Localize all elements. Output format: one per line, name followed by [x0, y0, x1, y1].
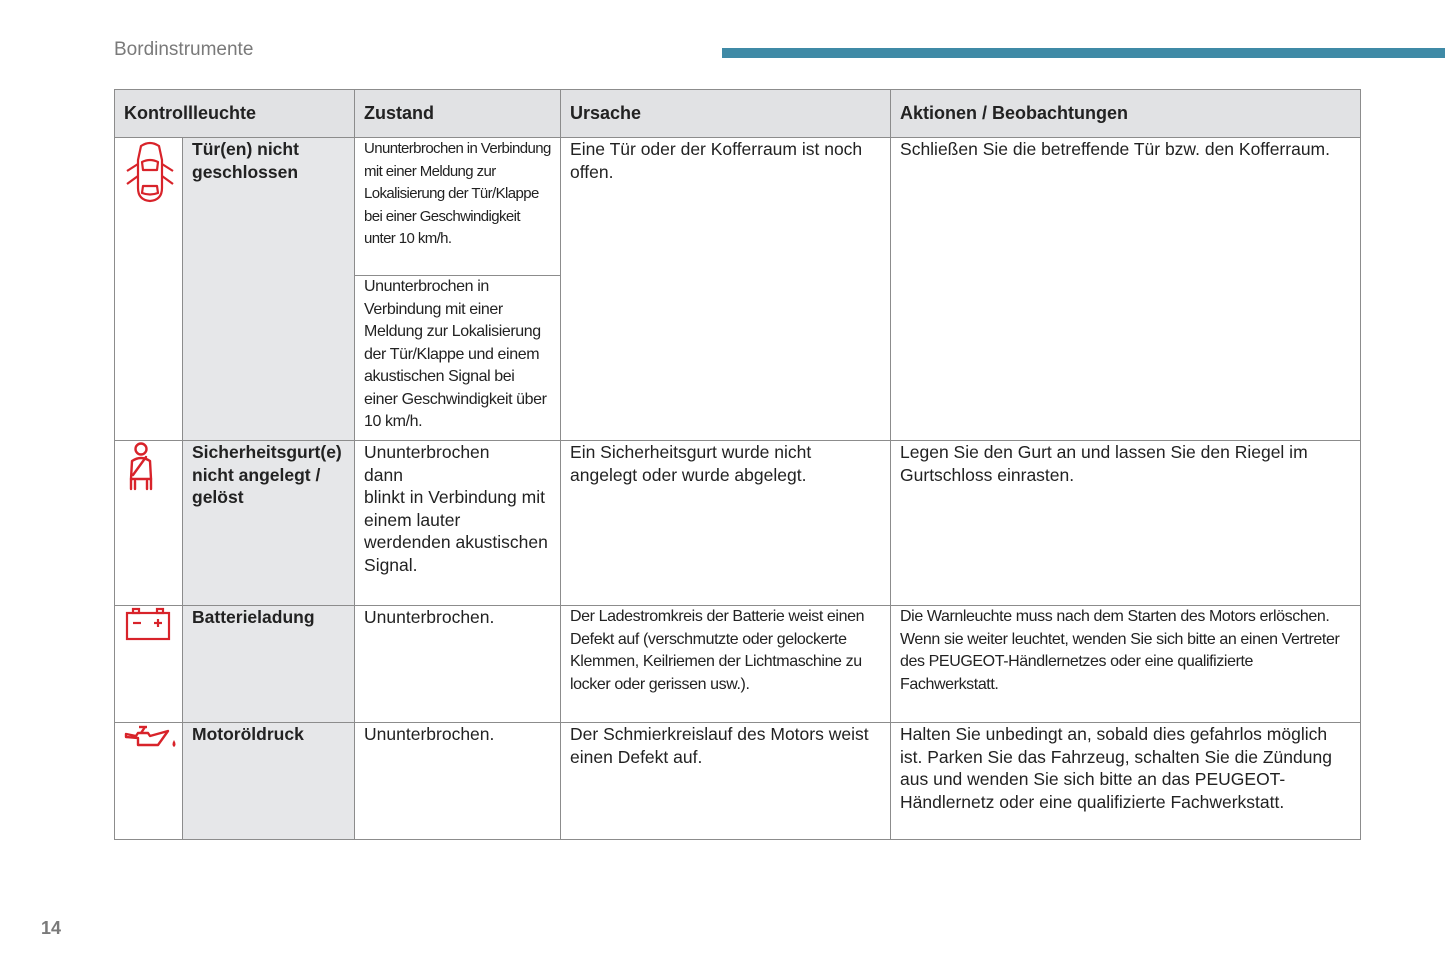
column-header-ursache: Ursache [561, 90, 891, 138]
icon-cell [115, 441, 183, 606]
table-header-row [115, 90, 1361, 138]
page-number: 14 [41, 918, 62, 938]
warning-lights-table [114, 89, 1361, 840]
cause-cell: Eine Tür oder der Kofferraum ist noch offen. [561, 138, 891, 441]
door-open-warning-icon [124, 193, 176, 210]
state-cell: Ununterbrochen. [355, 606, 561, 723]
column-header-kontrollleuchte: Kontrollleuchte [115, 90, 355, 138]
state-text: Ununterbrochen in Verbindung mit einer Meldung zur Lokalisierung der Tür/Klappe bei einer Geschwindigkeit unter 10 km/h. [364, 140, 551, 247]
page-header-title: Bordinstrumente [114, 39, 254, 60]
action-cell: Halten Sie unbedingt an, sobald dies gefahrlos möglich ist. Parken Sie das Fahrzeug, schalten Sie die Zündung aus und wenden Sie sich bitte an das PEUGEOT-Händlernetz oder eine qualifizierte Fachwerkstatt. [891, 723, 1361, 840]
battery-warning-icon [124, 629, 172, 646]
action-cell: Schließen Sie die betreffende Tür bzw. den Kofferraum. [891, 138, 1361, 441]
table-row [115, 138, 1361, 276]
warning-name: Motoröldruck [183, 723, 355, 840]
header-accent-bar [722, 48, 1445, 58]
oil-pressure-warning-icon [124, 740, 180, 757]
state-text: Ununterbrochen in Verbindung mit einer Meldung zur Lokalisierung der Tür/Klappe und einem akustischen Signal bei einer Geschwindigkeit über 10 km/h. [364, 278, 547, 430]
warning-name: Tür(en) nicht geschlossen [183, 138, 355, 441]
icon-cell [115, 723, 183, 840]
table-row [115, 441, 1361, 606]
state-cell: Ununterbrochen dann blinkt in Verbindung mit einem lauter werdenden akustischen Signal. [355, 441, 561, 606]
cause-cell: Ein Sicherheitsgurt wurde nicht angelegt oder wurde abgelegt. [561, 441, 891, 606]
warning-name: Batterieladung [183, 606, 355, 723]
column-header-aktionen: Aktionen / Beobachtungen [891, 90, 1361, 138]
column-header-zustand: Zustand [355, 90, 561, 138]
state-cell: Ununterbrochen. [355, 723, 561, 840]
state-cell [355, 138, 561, 276]
seatbelt-warning-icon [124, 480, 158, 497]
icon-cell [115, 606, 183, 723]
action-cell: Die Warnleuchte muss nach dem Starten des Motors erlöschen. Wenn sie weiter leuchtet, wenden Sie sich bitte an einen Vertreter des PEUGEOT-Händlernetzes oder eine qualifizierte Fachwerkstatt. [891, 606, 1361, 723]
table-row [115, 723, 1361, 840]
icon-cell [115, 138, 183, 441]
warning-name: Sicherheitsgurt(e) nicht angelegt / gelöst [183, 441, 355, 606]
table-row [115, 606, 1361, 723]
state-cell [355, 276, 561, 441]
cause-cell: Der Schmierkreislauf des Motors weist einen Defekt auf. [561, 723, 891, 840]
action-cell: Legen Sie den Gurt an und lassen Sie den Riegel im Gurtschloss einrasten. [891, 441, 1361, 606]
cause-cell: Der Ladestromkreis der Batterie weist einen Defekt auf (verschmutzte oder gelockerte Klemmen, Keilriemen der Lichtmaschine zu locker oder gerissen usw.). [561, 606, 891, 723]
